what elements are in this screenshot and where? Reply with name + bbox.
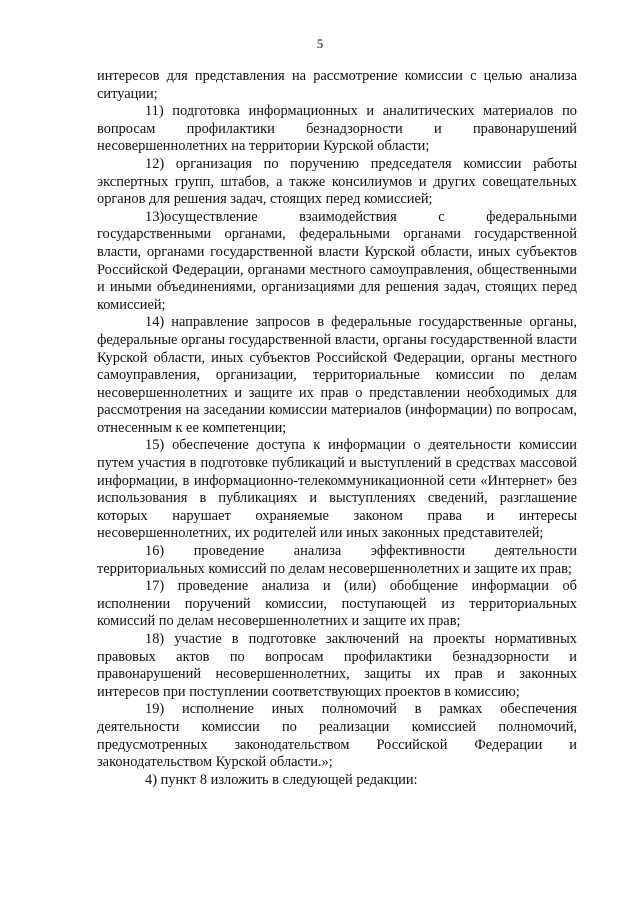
paragraph-item-11: 11) подготовка информационных и аналитических материалов по вопросам профилактики безнадзорности и правонарушений несовершеннолетних на территории Курской области;	[97, 103, 577, 155]
paragraph-item-16: 16) проведение анализа эффективности деятельности территориальных комиссий по делам несовершеннолетних и защите их прав;	[97, 543, 577, 577]
page-number: 5	[316, 36, 324, 51]
paragraph-item-14: 14) направление запросов в федеральные государственные органы, федеральные органы государственной власти, органы государственной власти Курской области, иных субъектов Российской Федерации, органы местного самоуправления, организации, территориальные комиссии по делам несовершеннолетних и защите их прав о представлении необходимых для рассмотрения на заседании комиссии материалов (информации) по вопросам, отнесенным к ее компетенции;	[97, 314, 577, 436]
paragraph-item-17: 17) проведение анализа и (или) обобщение информации об исполнении поручений комиссии, поступающей из территориальных комиссий по делам несовершеннолетних и защите их прав;	[97, 578, 577, 630]
paragraph-item-13: 13)осуществление взаимодействия с федеральными государственными органами, федеральными органами государственной власти, органами государственной власти Курской области, иных субъектов Российской Федерации, органами местного самоуправления, общественными и иными объединениями, организациями для решения задач, стоящих перед комиссией;	[97, 208, 577, 313]
paragraph-item-19: 19) исполнение иных полномочий в рамках обеспечения деятельности комиссии по реализации комиссией полномочий, предусмотренных законодательством Российской Федерации и законодательством Курской области.»;	[97, 701, 577, 771]
paragraph-continuation: интересов для представления на рассмотрение комиссии с целью анализа ситуации;	[97, 68, 577, 102]
paragraph-item-15: 15) обеспечение доступа к информации о деятельности комиссии путем участия в подготовке публикаций и выступлений в средствах массовой информации, в информационно-телекоммуникационной сети «Интернет» без использования в публикациях и выступлениях сведений, разглашение которых нарушает охраняемые законом права и интересы несовершеннолетних, их родителей или иных законных представителей;	[97, 437, 577, 542]
document-body	[97, 68, 577, 789]
paragraph-item-18: 18) участие в подготовке заключений на проекты нормативных правовых актов по вопросам профилактики безнадзорности и правонарушений несовершеннолетних, защиты их прав и законных интересов при поступлении соответствующих проектов в комиссию;	[97, 631, 577, 700]
paragraph-item-12: 12) организация по поручению председателя комиссии работы экспертных групп, штабов, а также консилиумов и других совещательных органов для решения задач, стоящих перед комиссией;	[97, 155, 577, 208]
paragraph-point-4: 4) пункт 8 изложить в следующей редакции:	[145, 771, 418, 788]
